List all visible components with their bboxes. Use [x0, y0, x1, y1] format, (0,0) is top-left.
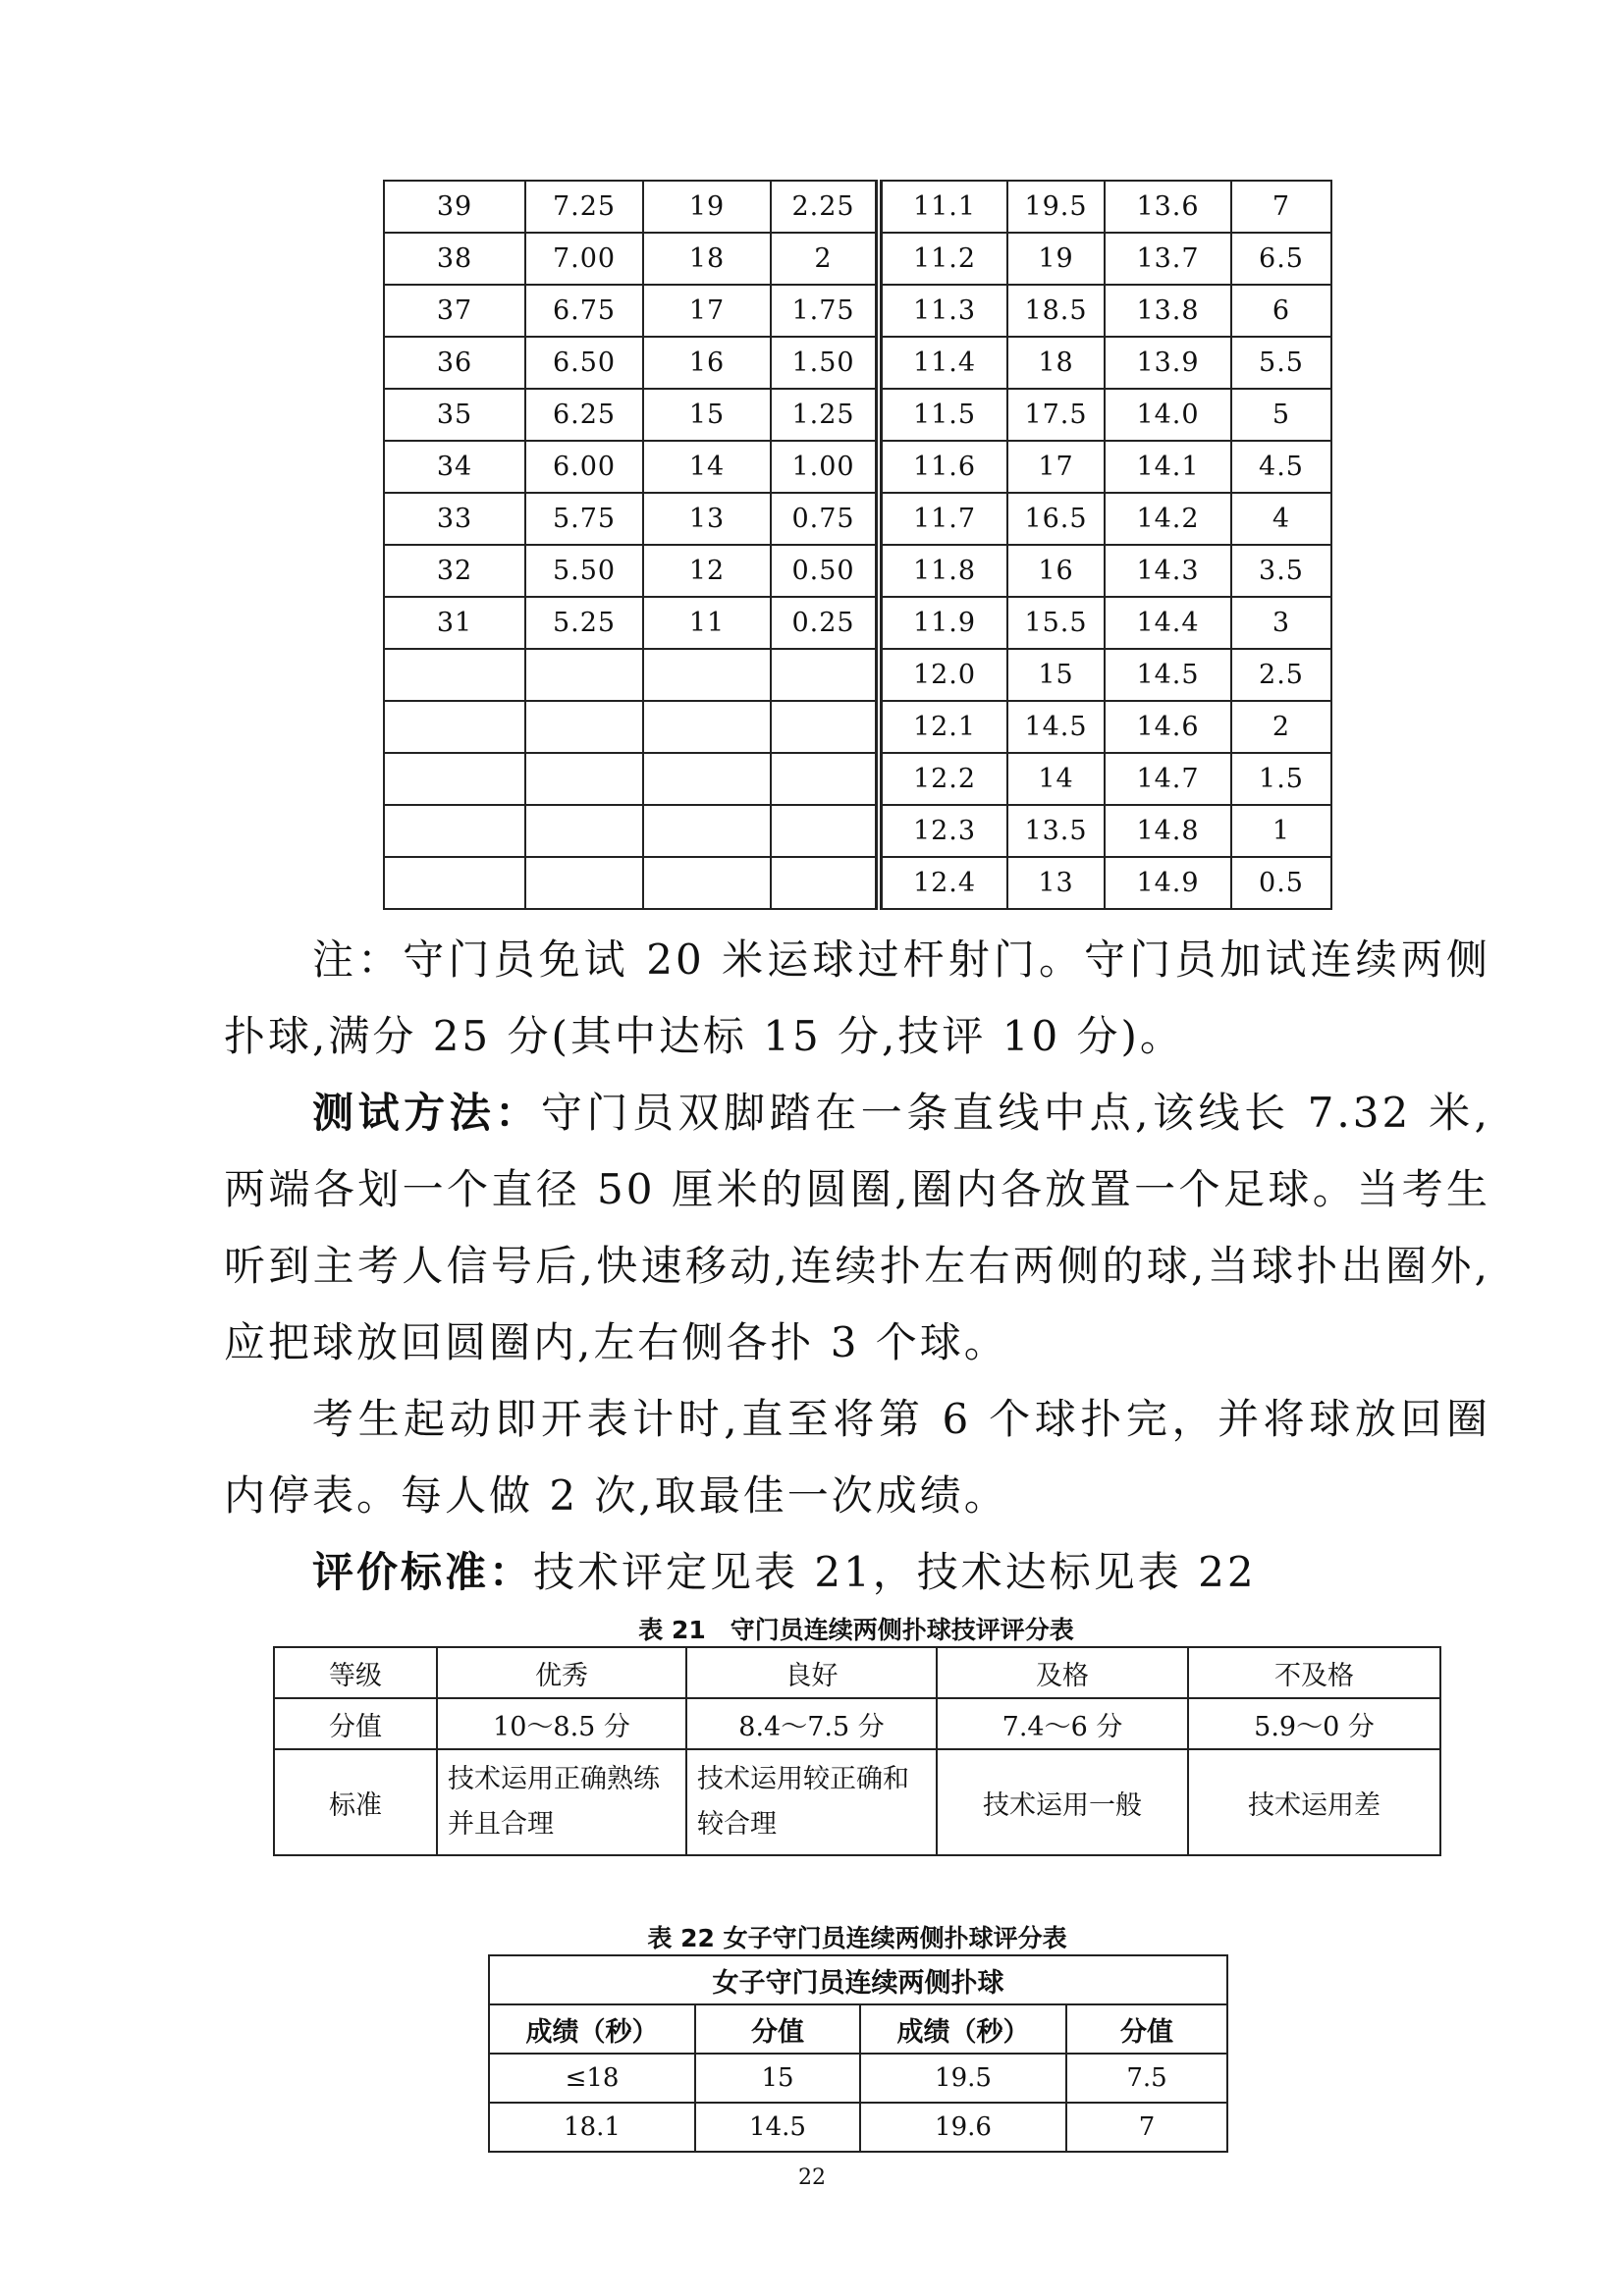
table21-cell: 7.4～6 分 [937, 1698, 1188, 1749]
table22-cell: 19.6 [860, 2103, 1066, 2152]
score-table-row [384, 805, 1331, 857]
score-table-cell: 5.75 [525, 493, 643, 545]
timing-paragraph [224, 1381, 1490, 1534]
score-table-cell: 5 [1231, 389, 1331, 441]
score-table-cell [525, 857, 643, 909]
score-table-cell: 15 [1007, 649, 1105, 701]
table22-cell: 14.5 [695, 2103, 860, 2152]
score-table-cell: 13.6 [1105, 181, 1231, 233]
table22-row [489, 2103, 1227, 2152]
score-table-cell: 32 [384, 545, 525, 597]
score-table-cell: 14.1 [1105, 441, 1231, 493]
note-text: 注：守门员免试 20 米运球过杆射门。守门员加试连续两侧扑球,满分 25 分(其中达标 15 分,技评 10 分)。 [224, 935, 1490, 1060]
table21-cell: 分值 [274, 1698, 437, 1749]
score-table-row [384, 545, 1331, 597]
score-table-cell: 14.9 [1105, 857, 1231, 909]
score-table-cell: 15.5 [1007, 597, 1105, 649]
score-table-cell: 19 [1007, 233, 1105, 285]
score-table-cell [384, 649, 525, 701]
score-table-row [384, 285, 1331, 337]
table21-cell: 优秀 [437, 1647, 686, 1698]
score-table-body [384, 181, 1331, 909]
score-table-cell: 12.1 [879, 701, 1007, 753]
table21-cell: 8.4～7.5 分 [686, 1698, 937, 1749]
score-table-cell: 1.5 [1231, 753, 1331, 805]
score-table-row [384, 441, 1331, 493]
score-table-cell: 1.75 [771, 285, 879, 337]
score-table-cell [771, 649, 879, 701]
score-table-cell: 1.50 [771, 337, 879, 389]
table22-header-cell: 分值 [1066, 2004, 1227, 2054]
score-table-cell: 16.5 [1007, 493, 1105, 545]
table21 [273, 1646, 1441, 1856]
score-table-cell: 14 [643, 441, 771, 493]
score-table-cell: 14.2 [1105, 493, 1231, 545]
page-number: 22 [798, 2165, 826, 2190]
table21-cell: 等级 [274, 1647, 437, 1698]
score-table-cell [643, 649, 771, 701]
score-table-cell: 12 [643, 545, 771, 597]
table21-cell: 不及格 [1188, 1647, 1440, 1698]
score-table-row [384, 337, 1331, 389]
score-table-cell [771, 805, 879, 857]
score-table-cell: 11.7 [879, 493, 1007, 545]
score-table-cell: 14.4 [1105, 597, 1231, 649]
table21-score-row [274, 1698, 1440, 1749]
score-table-cell: 18 [643, 233, 771, 285]
timing-text: 考生起动即开表计时,直至将第 6 个球扑完，并将球放回圈内停表。每人做 2 次,取最佳一次成绩。 [224, 1395, 1490, 1520]
score-table-cell: 13.9 [1105, 337, 1231, 389]
score-table-cell [771, 857, 879, 909]
score-table-row [384, 649, 1331, 701]
score-table-cell: 13.8 [1105, 285, 1231, 337]
score-table-cell: 14.3 [1105, 545, 1231, 597]
score-table-cell: 1 [1231, 805, 1331, 857]
table22-caption: 表 22 女子守门员连续两侧扑球评分表 [647, 1924, 1067, 1952]
score-table-row [384, 597, 1331, 649]
score-table-cell [384, 805, 525, 857]
score-table-cell: 2 [1231, 701, 1331, 753]
score-table-cell: 4.5 [1231, 441, 1331, 493]
score-table-cell: 14.0 [1105, 389, 1231, 441]
score-table-cell [525, 805, 643, 857]
score-table-cell: 2.5 [1231, 649, 1331, 701]
table22-title-row [489, 1955, 1227, 2004]
score-table-cell [771, 753, 879, 805]
score-table-cell: 0.5 [1231, 857, 1331, 909]
table21-cell: 及格 [937, 1647, 1188, 1698]
table22-header-cell: 成绩（秒） [860, 2004, 1066, 2054]
score-table-cell: 7.00 [525, 233, 643, 285]
evaluation-text: 技术评定见表 21，技术达标见表 22 [533, 1548, 1257, 1596]
table21-cell: 标准 [274, 1749, 437, 1855]
score-table-cell: 14.5 [1007, 701, 1105, 753]
table22-cell: ≤18 [489, 2054, 695, 2103]
score-table-cell: 11.5 [879, 389, 1007, 441]
score-table-cell: 14.6 [1105, 701, 1231, 753]
table21-caption: 表 21 守门员连续两侧扑球技评评分表 [638, 1616, 1074, 1644]
score-table-cell [643, 805, 771, 857]
table22 [488, 1954, 1228, 2153]
score-table-row [384, 753, 1331, 805]
score-table-cell: 6.5 [1231, 233, 1331, 285]
score-table-cell: 11 [643, 597, 771, 649]
table22-header-cell: 成绩（秒） [489, 2004, 695, 2054]
table22-row [489, 2054, 1227, 2103]
score-table-cell: 12.2 [879, 753, 1007, 805]
score-table-row [384, 389, 1331, 441]
score-table-cell [643, 701, 771, 753]
evaluation-paragraph [224, 1534, 1490, 1611]
score-table-cell: 12.3 [879, 805, 1007, 857]
score-table-cell: 31 [384, 597, 525, 649]
score-table-cell: 35 [384, 389, 525, 441]
score-table-cell: 14 [1007, 753, 1105, 805]
score-table-cell: 14.7 [1105, 753, 1231, 805]
table22-title: 女子守门员连续两侧扑球 [489, 1955, 1227, 2004]
score-table-cell [525, 701, 643, 753]
score-table-cell: 14.5 [1105, 649, 1231, 701]
score-table-cell: 34 [384, 441, 525, 493]
table21-cell: 10～8.5 分 [437, 1698, 686, 1749]
table22-header-row [489, 2004, 1227, 2054]
score-table-row [384, 233, 1331, 285]
score-table-cell: 5.5 [1231, 337, 1331, 389]
score-table-cell: 0.25 [771, 597, 879, 649]
table22-header-cell: 分值 [695, 2004, 860, 2054]
table22-cell: 7.5 [1066, 2054, 1227, 2103]
score-table-cell: 17 [643, 285, 771, 337]
score-table-cell: 17.5 [1007, 389, 1105, 441]
score-table-cell: 12.0 [879, 649, 1007, 701]
score-table-cell: 6.00 [525, 441, 643, 493]
method-heading: 测试方法： [312, 1089, 541, 1137]
score-table-cell: 6.50 [525, 337, 643, 389]
score-table-cell: 36 [384, 337, 525, 389]
score-table-cell: 7.25 [525, 181, 643, 233]
score-table-cell: 19.5 [1007, 181, 1105, 233]
score-table-cell [384, 857, 525, 909]
table21-cell: 5.9～0 分 [1188, 1698, 1440, 1749]
table21-cell: 技术运用一般 [937, 1749, 1188, 1855]
score-table-cell: 6.75 [525, 285, 643, 337]
score-table-cell: 13 [1007, 857, 1105, 909]
table22-cell: 7 [1066, 2103, 1227, 2152]
score-table-row [384, 701, 1331, 753]
score-table-cell: 2.25 [771, 181, 879, 233]
score-table-cell: 11.3 [879, 285, 1007, 337]
score-table-cell: 7 [1231, 181, 1331, 233]
score-table-cell: 0.50 [771, 545, 879, 597]
score-table-cell [643, 753, 771, 805]
score-table-cell: 3 [1231, 597, 1331, 649]
score-table-cell: 13.7 [1105, 233, 1231, 285]
method-text: 守门员双脚踏在一条直线中点,该线长 7.32 米,两端各划一个直径 50 厘米的圆圈,圈内各放置一个足球。当考生听到主考人信号后,快速移动,连续扑左右两侧的球,当球扑出圈外,应把球放回圆圈内,左右侧各扑 3 个球。 [224, 1089, 1490, 1366]
score-table-cell: 19 [643, 181, 771, 233]
score-table-cell: 17 [1007, 441, 1105, 493]
score-table-row [384, 181, 1331, 233]
score-table-cell: 11.4 [879, 337, 1007, 389]
score-table-cell: 13.5 [1007, 805, 1105, 857]
score-table-cell: 5.50 [525, 545, 643, 597]
table22-cell: 18.1 [489, 2103, 695, 2152]
table21-standard-row [274, 1749, 1440, 1855]
score-table-row [384, 857, 1331, 909]
score-table-cell: 16 [1007, 545, 1105, 597]
score-table-cell: 11.9 [879, 597, 1007, 649]
score-table-cell: 18 [1007, 337, 1105, 389]
table22-cell: 15 [695, 2054, 860, 2103]
score-table-cell: 6 [1231, 285, 1331, 337]
table22-cell: 19.5 [860, 2054, 1066, 2103]
score-table-cell [384, 701, 525, 753]
score-table-cell: 39 [384, 181, 525, 233]
score-table-cell: 14.8 [1105, 805, 1231, 857]
score-table-cell [771, 701, 879, 753]
note-paragraph [224, 922, 1490, 1075]
score-table-cell [525, 753, 643, 805]
score-table [383, 180, 1332, 910]
score-table-cell: 18.5 [1007, 285, 1105, 337]
score-table-cell: 33 [384, 493, 525, 545]
table21-cell: 良好 [686, 1647, 937, 1698]
method-paragraph [224, 1075, 1490, 1381]
score-table-cell: 38 [384, 233, 525, 285]
score-table-cell: 13 [643, 493, 771, 545]
evaluation-heading: 评价标准： [312, 1548, 534, 1596]
table21-cell: 技术运用差 [1188, 1749, 1440, 1855]
score-table-cell: 6.25 [525, 389, 643, 441]
score-table-cell [525, 649, 643, 701]
score-table-cell: 11.2 [879, 233, 1007, 285]
score-table-cell: 16 [643, 337, 771, 389]
table21-cell: 技术运用较正确和较合理 [686, 1749, 937, 1855]
score-table-cell [643, 857, 771, 909]
score-table-row [384, 493, 1331, 545]
score-table-cell: 5.25 [525, 597, 643, 649]
score-table-cell: 15 [643, 389, 771, 441]
score-table-cell: 12.4 [879, 857, 1007, 909]
score-table-cell: 37 [384, 285, 525, 337]
score-table-cell: 0.75 [771, 493, 879, 545]
score-table-cell: 11.8 [879, 545, 1007, 597]
score-table-cell: 11.1 [879, 181, 1007, 233]
score-table-cell: 3.5 [1231, 545, 1331, 597]
score-table-cell: 1.25 [771, 389, 879, 441]
table21-header-row [274, 1647, 1440, 1698]
score-table-cell: 1.00 [771, 441, 879, 493]
score-table-cell: 4 [1231, 493, 1331, 545]
score-table-cell: 11.6 [879, 441, 1007, 493]
score-table-cell [384, 753, 525, 805]
score-table-cell: 2 [771, 233, 879, 285]
table21-cell: 技术运用正确熟练并且合理 [437, 1749, 686, 1855]
